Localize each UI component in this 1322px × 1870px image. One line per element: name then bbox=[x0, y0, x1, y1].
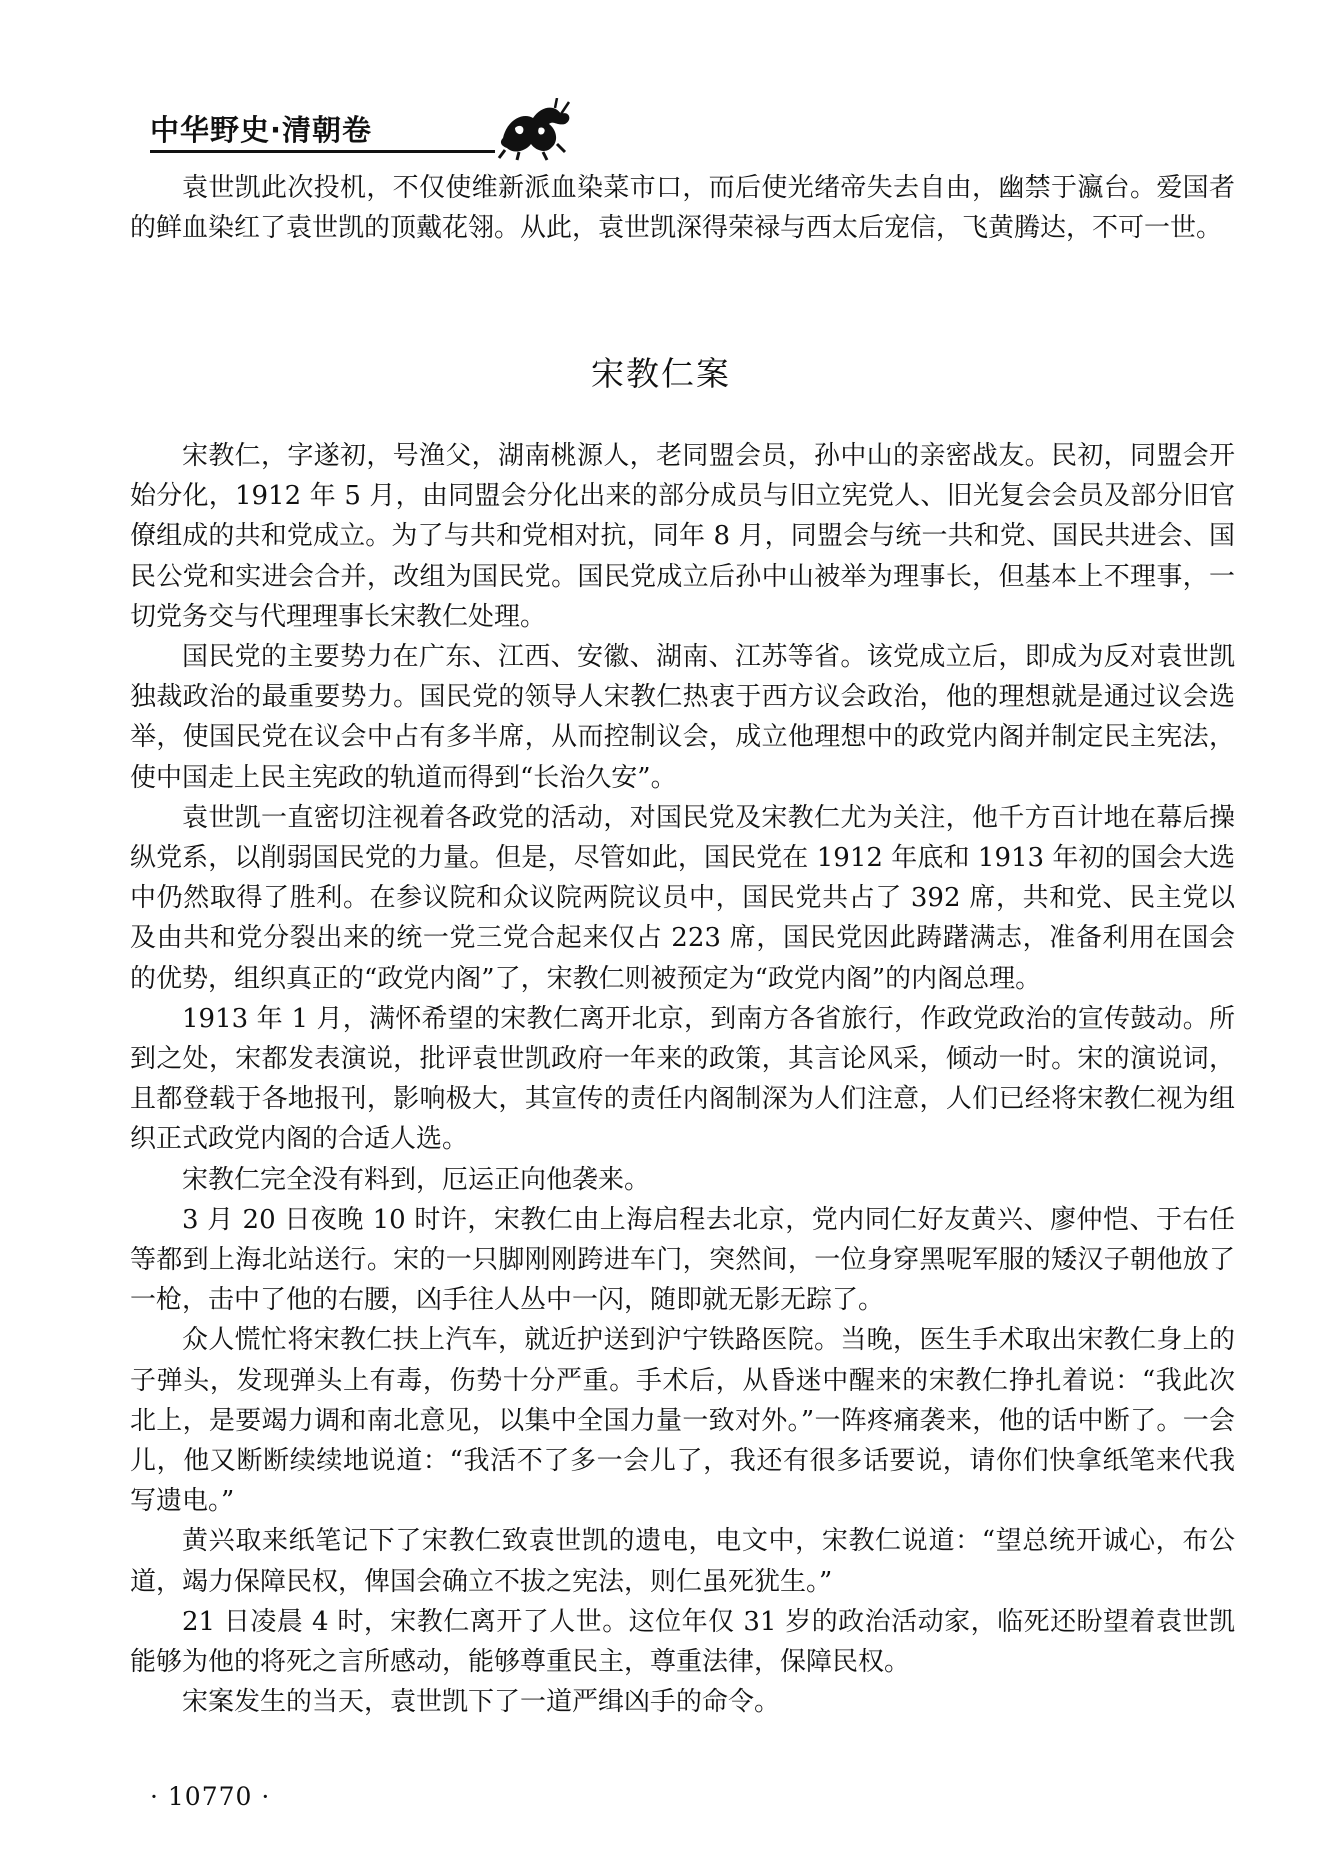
section-title: 宋教仁案 bbox=[591, 354, 731, 393]
intro-paragraph: 袁世凯此次投机，不仅使维新派血染菜市口，而后使光绪帝失去自由，幽禁于瀛台。爱国者的鲜血染红了袁世凯的顶戴花翎。从此，袁世凯深得荣禄与西太后宠信，飞黄腾达，不可一世。 bbox=[130, 173, 1235, 244]
paragraph-2: 国民党的主要势力在广东、江西、安徽、湖南、江苏等省。该党成立后，即成为反对袁世凯独裁政治的最重要势力。国民党的领导人宋教仁热衷于西方议会政治，他的理想就是通过议会选举，使国民党在议会中占有多半席，从而控制议会，成立他理想中的政党内阁并制定民主宪法，使中国走上民主宪政的轨道而得到“长治久安”。 bbox=[130, 642, 1235, 793]
paragraph-1: 宋教仁，字遂初，号渔父，湖南桃源人，老同盟会员，孙中山的亲密战友。民初，同盟会开始分化，1912 年 5 月，由同盟会分化出来的部分成员与旧立宪党人、旧光复会会员及部分旧官僚组成的共和党成立。为了与共和党相对抗，同年 8 月，同盟会与统一共和党、国民共进会、国民公党和实进会合并，改组为国民党。国民党成立后孙中山被举为理事长，但基本上不理事，一切党务交与代理理事长宋教仁处理。 bbox=[130, 441, 1235, 632]
page-number: · 10770 · bbox=[150, 1782, 271, 1811]
header-rule bbox=[150, 150, 495, 153]
paragraph-10: 宋案发生的当天，袁世凯下了一道严缉凶手的命令。 bbox=[182, 1687, 781, 1718]
paragraph-8: 黄兴取来纸笔记下了宋教仁致袁世凯的遗电，电文中，宋教仁说道：“望总统开诚心，布公道，竭力保障民权，俾国会确立不拔之宪法，则仁虽死犹生。” bbox=[130, 1526, 1235, 1597]
paragraph-4: 1913 年 1 月，满怀希望的宋教仁离开北京，到南方各省旅行，作政党政治的宣传鼓动。所到之处，宋都发表演说，批评袁世凯政府一年来的政策，其言论风采，倾动一时。宋的演说词，且都登载于各地报刊，影响极大，其宣传的责任内阁制深为人们注意，人们已经将宋教仁视为组织正式政党内阁的合适人选。 bbox=[130, 1003, 1235, 1155]
paragraph-6: 3 月 20 日夜晚 10 时许，宋教仁由上海启程去北京，党内同仁好友黄兴、廖仲恺、于右任等都到上海北站送行。宋的一只脚刚刚跨进车门，突然间，一位身穿黑呢军服的矮汉子朝他放了一枪，击中了他的右腰，凶手往人丛中一闪，随即就无影无踪了。 bbox=[130, 1204, 1235, 1316]
dragon-icon bbox=[495, 98, 575, 162]
paragraph-7: 众人慌忙将宋教仁扶上汽车，就近护送到沪宁铁路医院。当晚，医生手术取出宋教仁身上的子弹头，发现弹头上有毒，伤势十分严重。手术后，从昏迷中醒来的宋教仁挣扎着说：“我此次北上，是要竭力调和南北意见，以集中全国力量一致对外。”一阵疼痛袭来，他的话中断了。一会儿，他又断断续续地说道：“我活不了多一会儿了，我还有很多话要说，请你们快拿纸笔来代我写遗电。” bbox=[130, 1325, 1235, 1517]
paragraph-5: 宋教仁完全没有料到，厄运正向他袭来。 bbox=[182, 1164, 651, 1195]
intro-text bbox=[130, 168, 1235, 248]
section-body bbox=[130, 436, 1235, 1723]
running-header bbox=[150, 98, 1250, 168]
book-title: 中华野史·清朝卷 bbox=[150, 113, 373, 147]
paragraph-3: 袁世凯一直密切注视着各政党的活动，对国民党及宋教仁尤为关注，他千方百计地在幕后操纵党系，以削弱国民党的力量。但是，尽管如此，国民党在 1912 年底和 1913 年初的国会大选中仍然取得了胜利。在参议院和众议院两院议员中，国民党共占了 392 席，共和党、民主党以及由共和党分裂出来的统一党三党合起来仅占 223 席，国民党因此踌躇满志，准备利用在国会的优势，组织真正的“政党内阁”了，宋教仁则被预定为“政党内阁”的内阁总理。 bbox=[130, 802, 1235, 994]
paragraph-9: 21 日凌晨 4 时，宋教仁离开了人世。这位年仅 31 岁的政治活动家，临死还盼望着袁世凯能够为他的将死之言所感动，能够尊重民主，尊重法律，保障民权。 bbox=[130, 1606, 1235, 1678]
